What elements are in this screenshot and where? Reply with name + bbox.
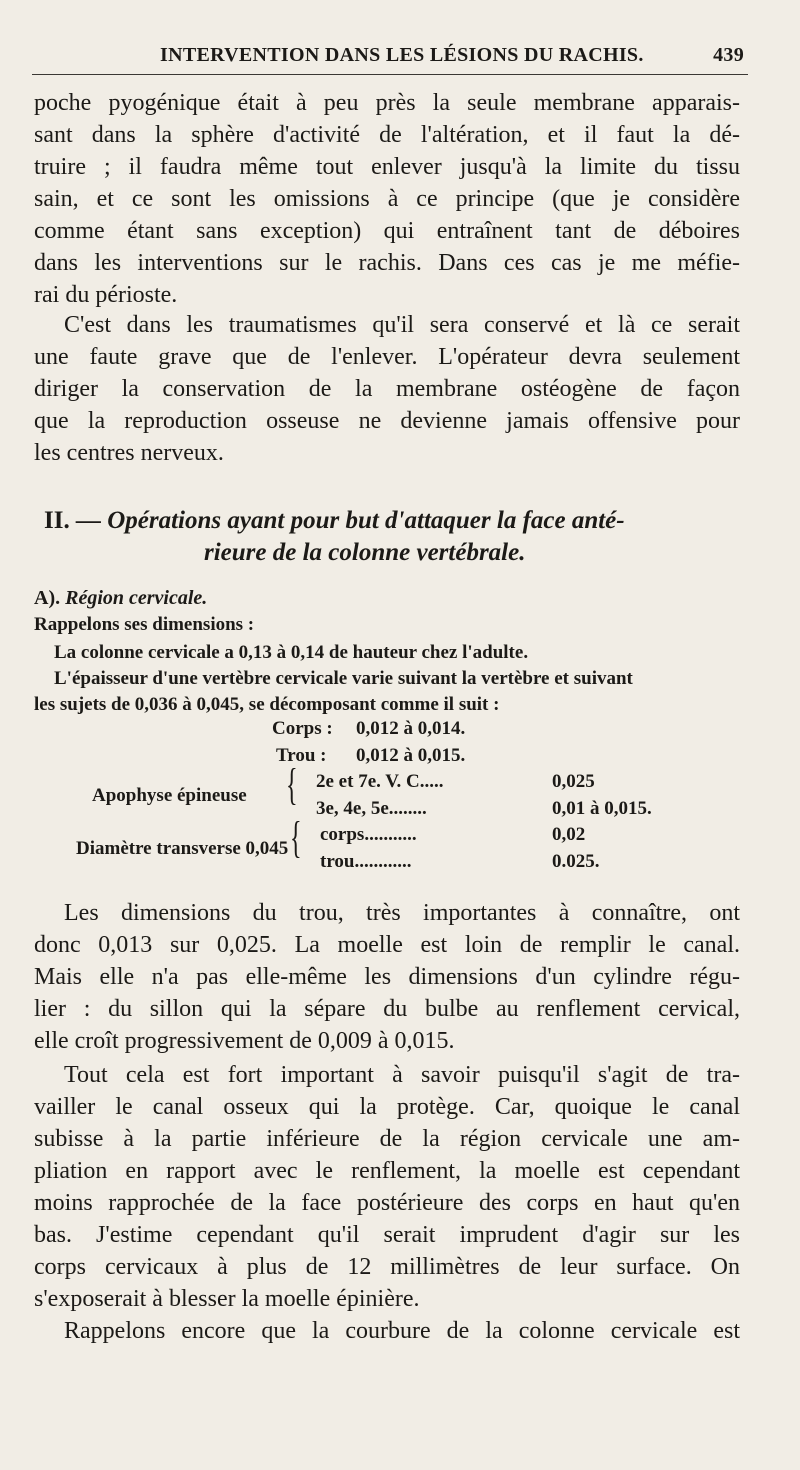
text-line: bas. J'estime cependant qu'il serait imprudent d'agir sur les [34, 1222, 740, 1248]
text-line: C'est dans les traumatismes qu'il sera conservé et là ce serait [64, 312, 740, 338]
text-line: Tout cela est fort important à savoir puisqu'il s'agit de tra- [64, 1062, 740, 1088]
text-line: rai du périoste. [34, 282, 178, 308]
subsection-heading [34, 587, 207, 610]
brace-icon: { [290, 813, 302, 862]
text-line: une faute grave que de l'enlever. L'opérateur devra seulement [34, 344, 740, 370]
trou-label: Trou : [276, 745, 327, 766]
text-line: Rappelons encore que la courbure de la colonne cervicale est [64, 1318, 740, 1344]
subsection-label: A). [34, 587, 61, 609]
text-line: Rappelons ses dimensions : [34, 614, 255, 635]
subsection-title: Région cervicale. [65, 587, 208, 609]
text-line: lier : du sillon qui la sépare du bulbe au renflement cervical, [34, 996, 740, 1022]
corps-value: 0,012 à 0,014. [356, 718, 466, 739]
header-rule [32, 74, 748, 75]
apophyse-row-name: 2e et 7e. V. C..... [316, 771, 444, 792]
text-line: dans les interventions sur le rachis. Dans ces cas je me méfie- [34, 250, 740, 276]
text-line: L'épaisseur d'une vertèbre cervicale varie suivant la vertèbre et suivant [54, 668, 633, 689]
text-line: truire ; il faudra même tout enlever jusqu'à la limite du tissu [34, 154, 740, 180]
text-line: La colonne cervicale a 0,13 à 0,14 de hauteur chez l'adulte. [54, 642, 529, 663]
apophyse-row-value: 0,025 [552, 771, 595, 792]
text-line: moins rapprochée de la face postérieure des corps en haut qu'en [34, 1190, 740, 1216]
brace-icon: { [286, 760, 298, 809]
text-line: subisse à la partie inférieure de la région cervicale une am- [34, 1126, 740, 1152]
page-number: 439 [713, 44, 744, 66]
text-line: les centres nerveux. [34, 440, 224, 466]
text-line: donc 0,013 sur 0,025. La moelle est loin de remplir le canal. [34, 932, 740, 958]
diametre-row-name: corps........... [320, 824, 417, 845]
text-line: corps cervicaux à plus de 12 millimètres de leur surface. On [34, 1254, 740, 1280]
apophyse-row-value: 0,01 à 0,015. [552, 798, 652, 819]
diametre-row-name: trou............ [320, 851, 412, 872]
text-line: sain, et ce sont les omissions à ce principe (que je considère [34, 186, 740, 212]
section-title-line1: — Opérations ayant pour but d'attaquer la face anté- [75, 507, 625, 534]
diametre-row-value: 0.025. [552, 851, 600, 872]
text-line: les sujets de 0,036 à 0,045, se décomposant comme il suit : [34, 694, 500, 715]
text-line: pliation en rapport avec le renflement, la moelle est cependant [34, 1158, 740, 1184]
text-line: vailler le canal osseux qui la protège. Car, quoique le canal [34, 1094, 740, 1120]
running-title: INTERVENTION DANS LES LÉSIONS DU RACHIS. [160, 44, 644, 66]
text-line: Mais elle n'a pas elle-même les dimensions d'un cylindre régu- [34, 964, 740, 990]
apophyse-label: Apophyse épineuse [92, 785, 247, 806]
section-title-line2: rieure de la colonne vertébrale. [204, 539, 526, 566]
text-line: que la reproduction osseuse ne devienne jamais offensive pour [34, 408, 740, 434]
text-line: comme étant sans exception) qui entraînent tant de déboires [34, 218, 740, 244]
text-line: s'exposerait à blesser la moelle épinière. [34, 1286, 420, 1312]
text-line: diriger la conservation de la membrane ostéogène de façon [34, 376, 740, 402]
text-line: sant dans la sphère d'activité de l'altération, et il faut la dé- [34, 122, 740, 148]
diametre-label: Diamètre transverse 0,045 [76, 838, 289, 859]
corps-label: Corps : [272, 718, 333, 739]
trou-value: 0,012 à 0,015. [356, 745, 466, 766]
text-line: elle croît progressivement de 0,009 à 0,015. [34, 1028, 455, 1054]
text-line: Les dimensions du trou, très importantes à connaître, ont [64, 900, 740, 926]
text-line: poche pyogénique était à peu près la seule membrane apparais- [34, 90, 740, 116]
apophyse-row-name: 3e, 4e, 5e........ [316, 798, 427, 819]
section-heading [44, 505, 625, 537]
diametre-row-value: 0,02 [552, 824, 586, 845]
section-number: II. [44, 507, 70, 534]
